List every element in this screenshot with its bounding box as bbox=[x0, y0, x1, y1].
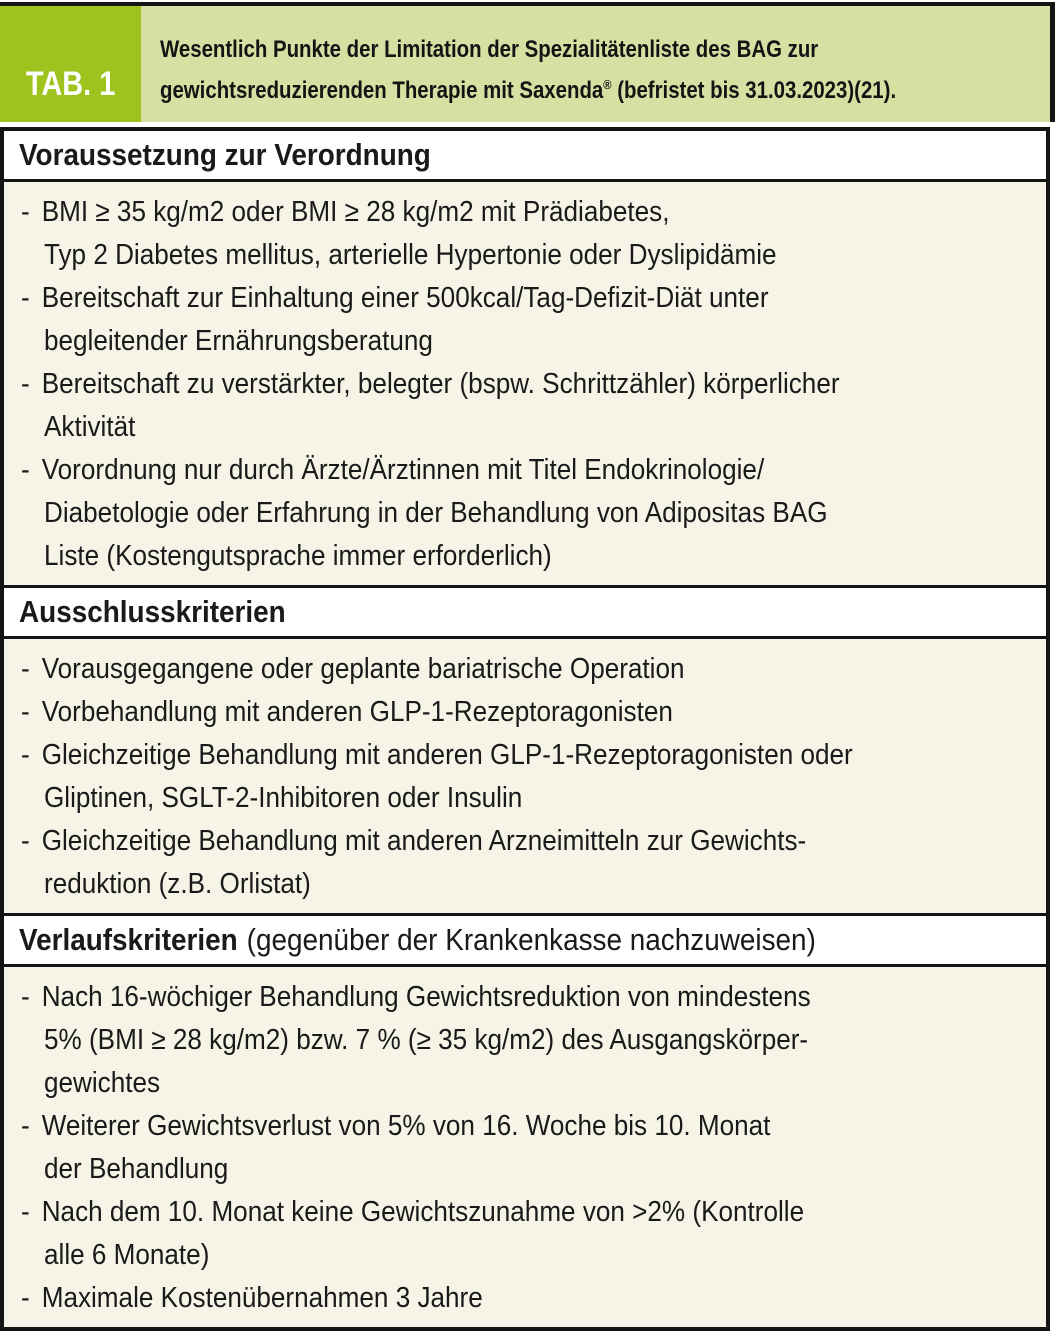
list-item-text: Aktivität bbox=[44, 411, 136, 443]
list-item-line bbox=[4, 734, 1046, 777]
section-heading-label: Ausschlusskriterien bbox=[19, 594, 286, 629]
list-item-continuation bbox=[4, 1148, 1046, 1191]
list-item-continuation bbox=[4, 492, 1046, 535]
list-item-text: Weiterer Gewichtsverlust von 5% von 16. Woche bis 10. Monat bbox=[41, 1110, 771, 1142]
list-item-text: der Behandlung bbox=[44, 1153, 229, 1185]
section-heading-label: Verlaufskriterien bbox=[19, 922, 238, 957]
table-title bbox=[141, 6, 1050, 122]
bullet-dash: - bbox=[21, 196, 30, 228]
bullet-dash: - bbox=[21, 981, 30, 1013]
list-item-text: begleitender Ernährungsberatung bbox=[44, 325, 433, 357]
list-item-text: Diabetologie oder Erfahrung in der Behandlung von Adipositas BAG bbox=[44, 497, 828, 529]
bullet-dash: - bbox=[21, 1196, 30, 1228]
section-heading-row bbox=[4, 588, 1046, 639]
list-item-line bbox=[4, 1277, 1046, 1320]
list-item-line bbox=[4, 820, 1046, 863]
table-number-label: TAB. 1 bbox=[25, 65, 116, 103]
list-item-text: 5% (BMI ≥ 28 kg/m2) bzw. 7 % (≥ 35 kg/m2) des Ausgangskörper- bbox=[44, 1024, 809, 1056]
list-item-line bbox=[4, 363, 1046, 406]
bullet-dash: - bbox=[21, 825, 30, 857]
bullet-dash: - bbox=[21, 1110, 30, 1142]
section-heading-label: Voraussetzung zur Verordnung bbox=[19, 137, 431, 172]
bullet-dash: - bbox=[21, 653, 30, 685]
list-item-text: Bereitschaft zur Einhaltung einer 500kcal/Tag-Defizit-Diät unter bbox=[41, 282, 769, 314]
list-item-line bbox=[4, 648, 1046, 691]
table-figure bbox=[0, 2, 1050, 1331]
list-item-text: Vorordnung nur durch Ärzte/Ärztinnen mit Titel Endokrinologie/ bbox=[41, 454, 765, 486]
list-item-text: Maximale Kostenübernahmen 3 Jahre bbox=[41, 1282, 483, 1314]
section-heading-row bbox=[4, 131, 1046, 182]
bullet-dash: - bbox=[21, 368, 30, 400]
registered-trademark-sup: ® bbox=[603, 77, 612, 92]
list-item-text: Vorbehandlung mit anderen GLP-1-Rezeptoragonisten bbox=[41, 696, 673, 728]
list-item-text: Bereitschaft zu verstärkter, belegter (bspw. Schrittzähler) körperlicher bbox=[41, 368, 840, 400]
list-item-line bbox=[4, 277, 1046, 320]
bullet-dash: - bbox=[21, 1282, 30, 1314]
bullet-dash: - bbox=[21, 696, 30, 728]
table-title-line2: gewichtsreduzierenden Therapie mit Saxenda® (befristet bis 31.03.2023)(21). bbox=[160, 77, 897, 104]
list-item-line bbox=[4, 191, 1046, 234]
list-item-text: Liste (Kostengutsprache immer erforderlich) bbox=[44, 540, 552, 572]
list-item-text: gewichtes bbox=[44, 1067, 161, 1099]
list-item-line bbox=[4, 1191, 1046, 1234]
section-heading-row bbox=[4, 916, 1046, 967]
list-item-continuation bbox=[4, 406, 1046, 449]
section-list bbox=[4, 967, 1046, 1327]
list-item-text: Gliptinen, SGLT-2-Inhibitoren oder Insulin bbox=[44, 782, 523, 814]
list-item-text: reduktion (z.B. Orlistat) bbox=[44, 868, 311, 900]
list-item-text: Gleichzeitige Behandlung mit anderen GLP-1-Rezeptoragonisten oder bbox=[41, 739, 853, 771]
list-item-continuation bbox=[4, 1234, 1046, 1277]
table-body bbox=[0, 127, 1050, 1331]
table-number-badge bbox=[0, 6, 141, 122]
section-list bbox=[4, 639, 1046, 916]
list-item-text: Gleichzeitige Behandlung mit anderen Arzneimitteln zur Gewichts- bbox=[41, 825, 807, 857]
table-caption-band bbox=[0, 2, 1055, 122]
list-item-text: alle 6 Monate) bbox=[44, 1239, 210, 1271]
bullet-dash: - bbox=[21, 739, 30, 771]
list-item-continuation bbox=[4, 1019, 1046, 1062]
list-item-line bbox=[4, 1105, 1046, 1148]
list-item-continuation bbox=[4, 535, 1046, 578]
list-item-text: BMI ≥ 35 kg/m2 oder BMI ≥ 28 kg/m2 mit Prädiabetes, bbox=[41, 196, 670, 228]
list-item-text: Typ 2 Diabetes mellitus, arterielle Hypertonie oder Dyslipidämie bbox=[44, 239, 777, 271]
list-item-continuation bbox=[4, 234, 1046, 277]
list-item-continuation bbox=[4, 863, 1046, 906]
bullet-dash: - bbox=[21, 454, 30, 486]
table-title-line1: Wesentlich Punkte der Limitation der Spezialitätenliste des BAG zur bbox=[160, 36, 819, 63]
list-item-continuation bbox=[4, 777, 1046, 820]
list-item-line bbox=[4, 449, 1046, 492]
list-item-line bbox=[4, 976, 1046, 1019]
list-item-text: Nach 16-wöchiger Behandlung Gewichtsreduktion von mindestens bbox=[41, 981, 811, 1013]
bullet-dash: - bbox=[21, 282, 30, 314]
list-item-continuation bbox=[4, 320, 1046, 363]
list-item-continuation bbox=[4, 1062, 1046, 1105]
section-list bbox=[4, 182, 1046, 588]
list-item-line bbox=[4, 691, 1046, 734]
section-heading-note: (gegenüber der Krankenkasse nachzuweisen) bbox=[246, 922, 816, 957]
list-item-text: Vorausgegangene oder geplante bariatrische Operation bbox=[41, 653, 685, 685]
list-item-text: Nach dem 10. Monat keine Gewichtszunahme von >2% (Kontrolle bbox=[41, 1196, 805, 1228]
